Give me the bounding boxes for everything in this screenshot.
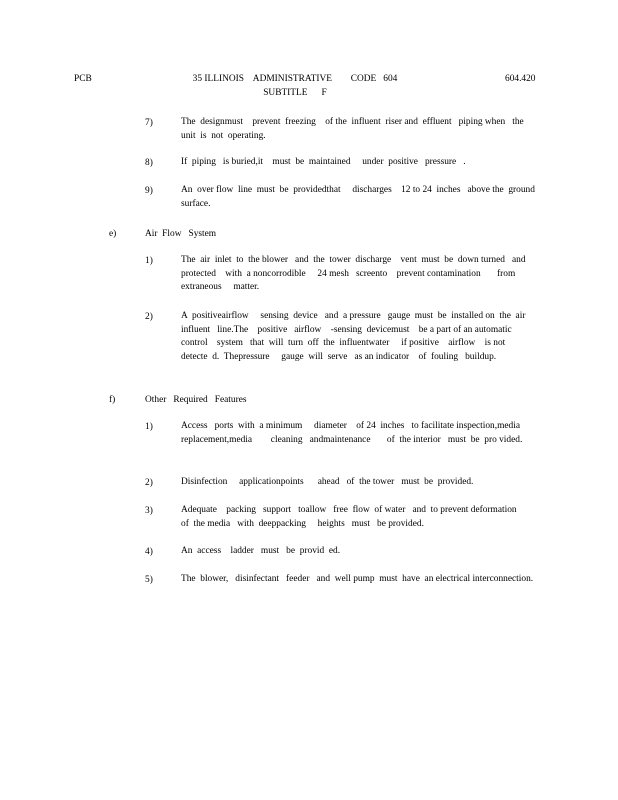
item-number: 2): [145, 312, 153, 322]
item-number: 2): [145, 478, 153, 488]
item-text: The blower, disinfectant feeder and well pump must have an electrical interconnection.: [181, 574, 534, 584]
item-text: An access ladder must be provid ed.: [181, 546, 341, 556]
header-left: PCB: [74, 74, 92, 84]
item-text: Disinfection applicationpoints ahead of the tower must be provided.: [181, 477, 474, 487]
item-number: 3): [145, 506, 153, 516]
section-letter: e): [109, 229, 117, 239]
section-title: Other Required Features: [145, 395, 247, 405]
item-number: 8): [145, 158, 153, 168]
item-number: 9): [145, 186, 153, 196]
item-number: 5): [145, 575, 153, 585]
item-text: An over flow line must be providedthat discharges 12 to 24 inches above the ground surface.: [181, 185, 542, 209]
header-center: [175, 72, 415, 100]
item-number: 1): [145, 256, 153, 266]
header-center-line2: SUBTITLE F: [263, 88, 327, 98]
item-text: Access ports with a minimum diameter of 24 inches to facilitate inspection,media replacement,media cleaning andmaintenance of the interior must be pro vided.: [181, 421, 537, 445]
item-number: 1): [145, 422, 153, 432]
section-letter: f): [109, 395, 116, 405]
item-text: Adequate packing support toallow free flow of water and to prevent deformation of the media with deeppacking heights must be provided.: [181, 505, 531, 529]
item-number: 4): [145, 547, 153, 557]
item-number: 7): [145, 118, 153, 128]
item-text: A positiveairflow sensing device and a pressure gauge must be installed on the air influent line.The positive airflow -sensing devicemust be a part of an automatic control system that will turn off the influentwater if positive airflow is not detecte d. Thepressure gauge will serve as an indicator of fouling buildup.: [181, 311, 531, 362]
section-title: Air Flow System: [145, 229, 217, 239]
header-right: 604.420: [505, 74, 536, 84]
item-text: If piping is buried,it must be maintained under positive pressure .: [181, 157, 466, 167]
item-text: The designmust prevent freezing of the influent riser and effluent piping when the unit is not operating.: [181, 117, 529, 141]
item-text: The air inlet to the blower and the tower discharge vent must be down turned and protected with a noncorrodible 24 mesh screento prevent contamination from extraneous matter.: [181, 255, 531, 292]
header-center-line1: 35 ILLINOIS ADMINISTRATIVE CODE 604: [192, 74, 398, 84]
